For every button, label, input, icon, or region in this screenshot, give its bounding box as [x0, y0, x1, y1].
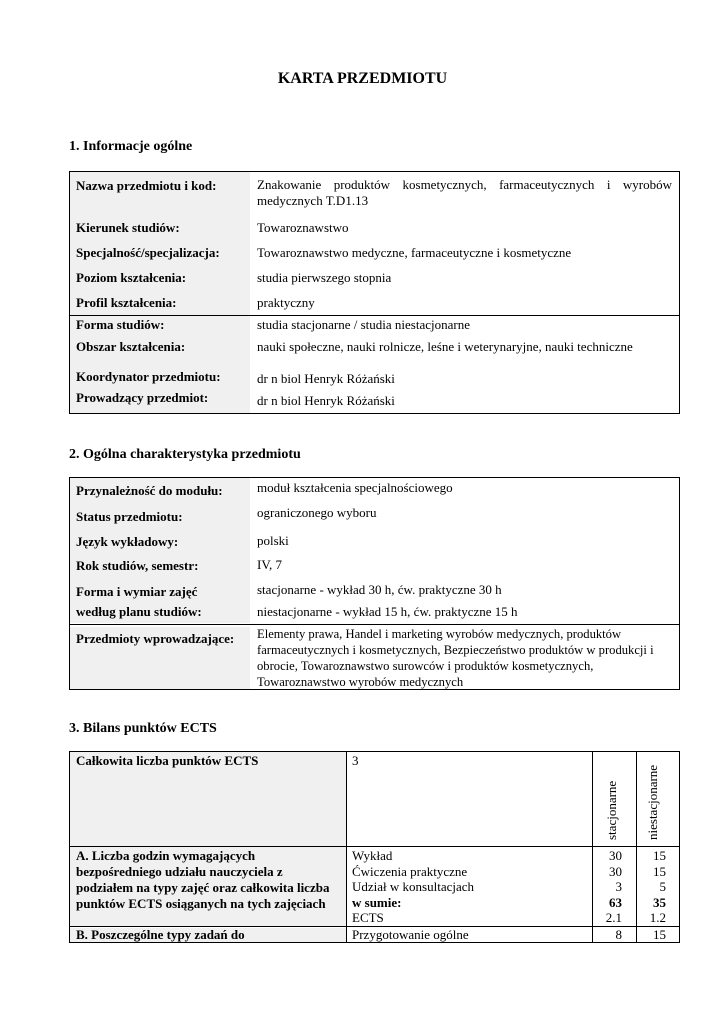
section-2-heading: 2. Ogólna charakterystyka przedmiotu [69, 447, 301, 462]
lecture-part-time: 15 [653, 848, 666, 863]
status-label: Status przedmiotu: [76, 509, 183, 524]
coordinator-value: dr n biol Henryk Różański [257, 371, 395, 386]
activity-ects: ECTS [352, 910, 384, 925]
activity-sum: w sumie: [352, 895, 402, 910]
profile-label: Profil kształcenia: [76, 295, 177, 310]
study-area-label: Obszar kształcenia: [76, 339, 186, 354]
consultations-part-time: 5 [659, 879, 666, 894]
class-form-label: Forma i wymiar zajęć [76, 584, 198, 599]
section-1-heading: 1. Informacje ogólne [69, 139, 193, 154]
education-level-label: Poziom kształcenia: [76, 270, 187, 285]
activity-practical: Ćwiczenia praktyczne [352, 864, 468, 879]
module-label: Przynależność do modułu: [76, 483, 223, 498]
study-area-value: nauki społeczne, nauki rolnicze, leśne i weterynaryjne, nauki techniczne [257, 339, 633, 354]
field-of-study-label: Kierunek studiów: [76, 220, 180, 235]
class-form-full-time-value: stacjonarne - wykład 30 h, ćw. praktyczne 30 h [257, 582, 502, 597]
specialization-value: Towaroznawstwo medyczne, farmaceutyczne i kosmetyczne [257, 245, 572, 260]
part-time-column-header: niestacjonarne [645, 764, 660, 840]
study-form-value: studia stacjonarne / studia niestacjonarne [257, 317, 470, 332]
lecture-full-time: 30 [609, 848, 622, 863]
module-value: moduł kształcenia specjalnościowego [257, 480, 453, 495]
course-name-value: Znakowanie produktów kosmetycznych, farmaceutycznych i wyrobów medycznych T.D1.13 [257, 177, 672, 208]
practical-part-time: 15 [653, 864, 666, 879]
year-semester-value: IV, 7 [257, 557, 283, 572]
sum-part-time: 35 [653, 895, 666, 910]
ects-total-value: 3 [352, 753, 359, 768]
characteristics-label-column [70, 478, 250, 623]
coordinator-label: Koordynator przedmiotu: [76, 369, 221, 384]
general-prep-full-time: 8 [615, 927, 622, 942]
general-prep-part-time: 15 [653, 927, 666, 942]
page-title: KARTA PRZEDMIOTU [277, 70, 448, 87]
ects-full-time: 2.1 [605, 910, 622, 925]
ects-part-time: 1.2 [649, 910, 666, 925]
sum-full-time: 63 [609, 895, 622, 910]
ects-rowB-label: B. Poszczególne typy zadań do [76, 927, 245, 942]
ects-rowA-label: A. Liczba godzin wymagających bezpośredniego udziału nauczyciela z podziałem na typy zajęć oraz całkowita liczba punktów ECTS osiąganych na tych zajęciach [76, 848, 330, 911]
prereq-value: Elementy prawa, Handel i marketing wyrobów medycznych, produktów farmaceutycznych i kosmetycznych, Bezpieczeństwo produktów w produkcji i obrocie, Towaroznawstwo surowców i produktów kosmetycznych, Towaroznawstwo wyrobów medycznych [257, 627, 654, 689]
language-value: polski [257, 533, 289, 548]
activity-consultations: Udział w konsultacjach [352, 879, 475, 894]
class-form-part-time-value: niestacjonarne - wykład 15 h, ćw. praktyczne 15 h [257, 604, 518, 619]
prereq-label: Przedmioty wprowadzające: [76, 631, 235, 646]
field-of-study-value: Towaroznawstwo [257, 220, 349, 235]
course-name-label: Nazwa przedmiotu i kod: [76, 178, 217, 193]
class-form-plan-label: według planu studiów: [76, 604, 202, 619]
consultations-full-time: 3 [615, 879, 622, 894]
practical-full-time: 30 [609, 864, 622, 879]
activity-general-prep: Przygotowanie ogólne [352, 927, 469, 942]
section-3-heading: 3. Bilans punktów ECTS [69, 721, 217, 736]
profile-value: praktyczny [257, 295, 315, 310]
activity-lecture: Wykład [352, 848, 393, 863]
instructor-label: Prowadzący przedmiot: [76, 390, 209, 405]
specialization-label: Specjalność/specjalizacja: [76, 245, 220, 260]
status-value: ograniczonego wyboru [257, 505, 377, 520]
year-semester-label: Rok studiów, semestr: [76, 558, 199, 573]
education-level-value: studia pierwszego stopnia [257, 270, 392, 285]
full-time-column-header: stacjonarne [604, 780, 619, 840]
language-label: Język wykładowy: [76, 534, 179, 549]
instructor-value: dr n biol Henryk Różański [257, 393, 395, 408]
study-form-label: Forma studiów: [76, 317, 165, 332]
ects-total-label: Całkowita liczba punktów ECTS [76, 753, 259, 768]
